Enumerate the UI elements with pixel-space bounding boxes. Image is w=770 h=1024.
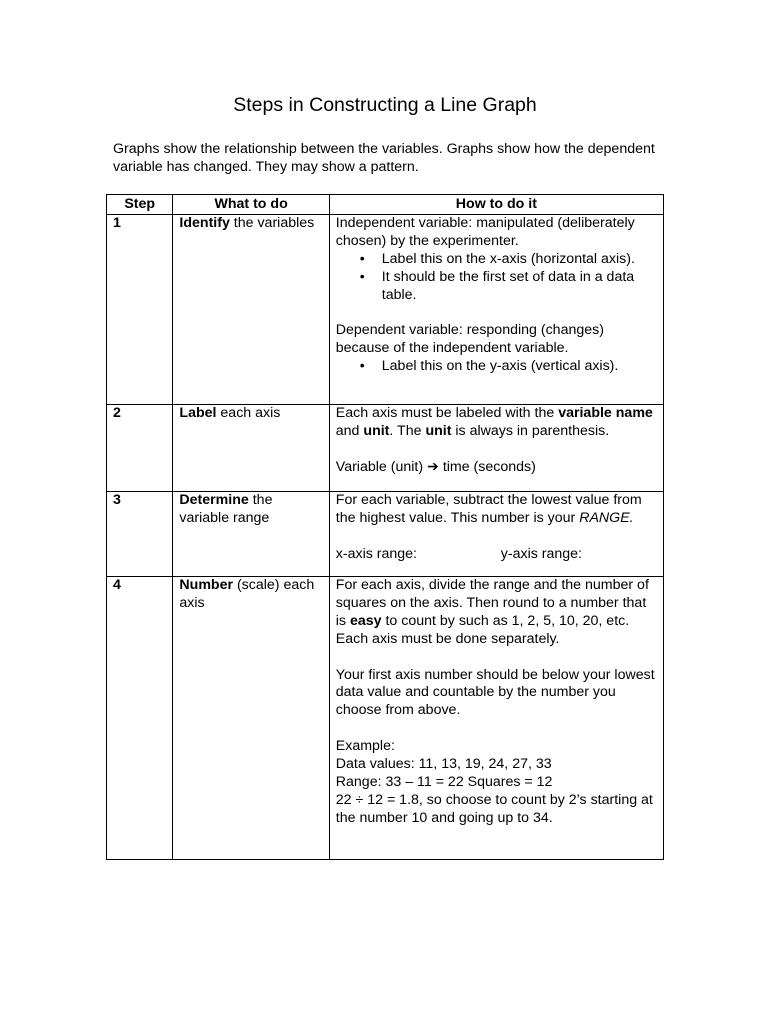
example-line: Example: bbox=[335, 738, 395, 755]
text-span: . The bbox=[389, 422, 426, 439]
text-span: and bbox=[335, 422, 364, 439]
what-to-do-cell bbox=[173, 404, 329, 491]
label-instructions bbox=[336, 405, 657, 441]
bold-span: unit bbox=[363, 422, 390, 439]
what-to-do-cell bbox=[173, 214, 329, 404]
what-keyword: Identify bbox=[179, 214, 230, 231]
what-text: each axis bbox=[216, 404, 281, 421]
example-line: Data values: 11, 13, 19, 24, 27, 33 bbox=[335, 756, 552, 773]
what-text: the variables bbox=[229, 214, 315, 231]
list-item: • It should be the first set of data in a data table. bbox=[382, 269, 657, 305]
scale-instructions bbox=[336, 577, 657, 649]
label-example: Variable (unit) ➔ time (seconds) bbox=[335, 458, 536, 475]
table-row bbox=[107, 214, 664, 404]
first-number-instructions: Your first axis number should be below your lowest data value and countable by the number you choose from above. bbox=[335, 666, 655, 719]
how-to-do-cell bbox=[329, 576, 663, 859]
step-number: 3 bbox=[107, 491, 173, 576]
x-axis-range-label: x-axis range: bbox=[335, 545, 417, 562]
how-to-do-cell bbox=[329, 404, 663, 491]
text-span: Each axis must be labeled with the bbox=[335, 404, 559, 421]
table-row bbox=[107, 404, 664, 491]
step-number: 1 bbox=[107, 214, 173, 404]
steps-table bbox=[106, 194, 664, 860]
range-fields bbox=[336, 546, 657, 564]
what-to-do-cell bbox=[173, 576, 329, 859]
what-to-do-cell bbox=[173, 491, 329, 576]
independent-variable-text: Independent variable: manipulated (deliberately chosen) by the experimenter. bbox=[335, 214, 635, 249]
italic-span: RANGE. bbox=[579, 509, 634, 526]
example-line: 22 ÷ 12 = 1.8, so choose to count by 2’s starting at the number 10 and going up to 34. bbox=[335, 791, 653, 826]
what-keyword: Determine bbox=[179, 491, 249, 508]
what-keyword: Number bbox=[179, 576, 234, 593]
header-step: Step bbox=[107, 195, 173, 215]
range-instructions bbox=[336, 492, 657, 528]
y-axis-range-label: y-axis range: bbox=[500, 545, 582, 562]
header-how-to-do-it: How to do it bbox=[329, 195, 663, 215]
table-row bbox=[107, 491, 664, 576]
list-item: • Label this on the x-axis (horizontal axis). bbox=[382, 251, 657, 269]
step-number: 2 bbox=[107, 404, 173, 491]
example-line: Range: 33 – 11 = 22 Squares = 12 bbox=[335, 774, 553, 791]
header-what-to-do: What to do bbox=[173, 195, 329, 215]
what-text: (scale) each axis bbox=[179, 576, 315, 611]
page-title: Steps in Constructing a Line Graph bbox=[233, 94, 537, 116]
table-header-row bbox=[107, 195, 664, 215]
how-to-do-cell bbox=[329, 491, 663, 576]
bullet-list bbox=[336, 251, 657, 305]
table-row bbox=[107, 576, 664, 859]
text-span: to count by such as 1, 2, 5, 10, 20, etc. Each axis must be done separately. bbox=[335, 612, 630, 647]
text-span: For each axis, divide the range and the number of squares on the axis. Then round to a number that is bbox=[335, 576, 649, 629]
text-span: For each variable, subtract the lowest value from the highest value. This number is your bbox=[335, 491, 642, 526]
what-text: the variable range bbox=[179, 491, 273, 526]
step-number: 4 bbox=[107, 576, 173, 859]
bold-span: unit bbox=[425, 422, 452, 439]
bold-span: variable name bbox=[558, 404, 653, 421]
what-keyword: Label bbox=[179, 404, 217, 421]
intro-paragraph: Graphs show the relationship between the variables. Graphs show how the dependent variable has changed. They may show a pattern. bbox=[113, 141, 655, 175]
bullet-list bbox=[336, 358, 657, 376]
dependent-variable-text: Dependent variable: responding (changes) because of the independent variable. bbox=[335, 322, 604, 357]
text-span: is always in parenthesis. bbox=[451, 422, 610, 439]
list-item: • Label this on the y-axis (vertical axis). bbox=[382, 358, 657, 376]
how-to-do-cell bbox=[329, 214, 663, 404]
bold-span: easy bbox=[349, 612, 382, 629]
